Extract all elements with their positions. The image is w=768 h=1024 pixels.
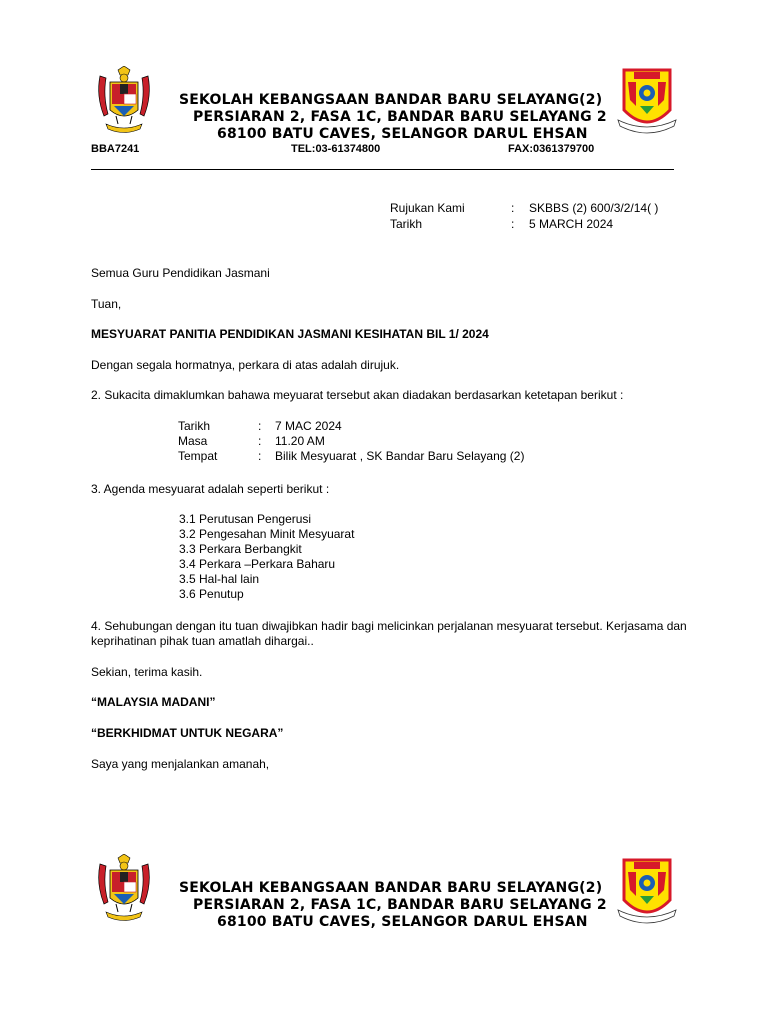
motto-malaysia-madani: “MALAYSIA MADANI” [91,695,216,709]
date-colon: : [511,217,515,231]
letter-subject: MESYUARAT PANITIA PENDIDIKAN JASMANI KESIHATAN BIL 1/ 2024 [91,327,489,341]
salutation: Tuan, [91,297,122,311]
reference-number: SKBBS (2) 600/3/2/14( ) [529,201,659,215]
agenda-item: 3.5 Hal-hal lain [179,572,260,586]
recipient: Semua Guru Pendidikan Jasmani [91,266,270,280]
intro-paragraph: Dengan segala hormatnya, perkara di atas adalah dirujuk. [91,358,400,372]
detail-colon: : [258,434,262,448]
school-name: SEKOLAH KEBANGSAAN BANDAR BARU SELAYANG(2) [179,880,603,896]
paragraph-4: 4. Sehubungan dengan itu tuan diwajibkan hadir bagi melicinkan perjalanan mesyuarat tersebut. Kerjasama dan [91,619,687,633]
motto-berkhidmat: “BERKHIDMAT UNTUK NEGARA” [91,726,284,740]
letterhead-divider [91,169,674,170]
agenda-item: 3.2 Pengesahan Minit Mesyuarat [179,527,355,541]
coat-of-arms-icon [94,854,154,926]
school-address-line1: PERSIARAN 2, FASA 1C, BANDAR BARU SELAYANG 2 [193,109,607,125]
paragraph-2: 2. Sukacita dimaklumkan bahawa meyuarat tersebut akan diadakan berdasarkan ketetapan berikut : [91,388,624,402]
detail-label: Tempat [178,449,218,463]
school-badge-icon [614,66,680,136]
date-label: Tarikh [390,217,423,231]
reference-colon: : [511,201,515,215]
school-address-line1: PERSIARAN 2, FASA 1C, BANDAR BARU SELAYANG 2 [193,897,607,913]
detail-colon: : [258,419,262,433]
school-address-line2: 68100 BATU CAVES, SELANGOR DARUL EHSAN [217,126,588,142]
paragraph-3: 3. Agenda mesyuarat adalah seperti berikut : [91,482,330,496]
school-badge-icon [614,856,680,926]
school-name: SEKOLAH KEBANGSAAN BANDAR BARU SELAYANG(2) [179,92,603,108]
school-fax: FAX:0361379700 [508,143,595,155]
school-address-line2: 68100 BATU CAVES, SELANGOR DARUL EHSAN [217,914,588,930]
school-tel: TEL:03-61374800 [291,143,381,155]
signoff: Saya yang menjalankan amanah, [91,757,270,771]
agenda-item: 3.6 Penutup [179,587,244,601]
coat-of-arms-icon [94,66,154,138]
date-value: 5 MARCH 2024 [529,217,614,231]
agenda-item: 3.3 Perkara Berbangkit [179,542,302,556]
detail-colon: : [258,449,262,463]
detail-label: Masa [178,434,208,448]
agenda-item: 3.4 Perkara –Perkara Baharu [179,557,336,571]
paragraph-4-continued: keprihatinan pihak tuan amatlah dihargai.. [91,634,314,648]
detail-value: 11.20 AM [275,434,325,448]
detail-label: Tarikh [178,419,211,433]
agenda-item: 3.1 Perutusan Pengerusi [179,512,312,526]
reference-label: Rujukan Kami [390,201,465,215]
school-code: BBA7241 [91,143,140,155]
detail-value: Bilik Mesyuarat , SK Bandar Baru Selayang (2) [275,449,525,463]
detail-value: 7 MAC 2024 [275,419,342,433]
closing: Sekian, terima kasih. [91,665,203,679]
